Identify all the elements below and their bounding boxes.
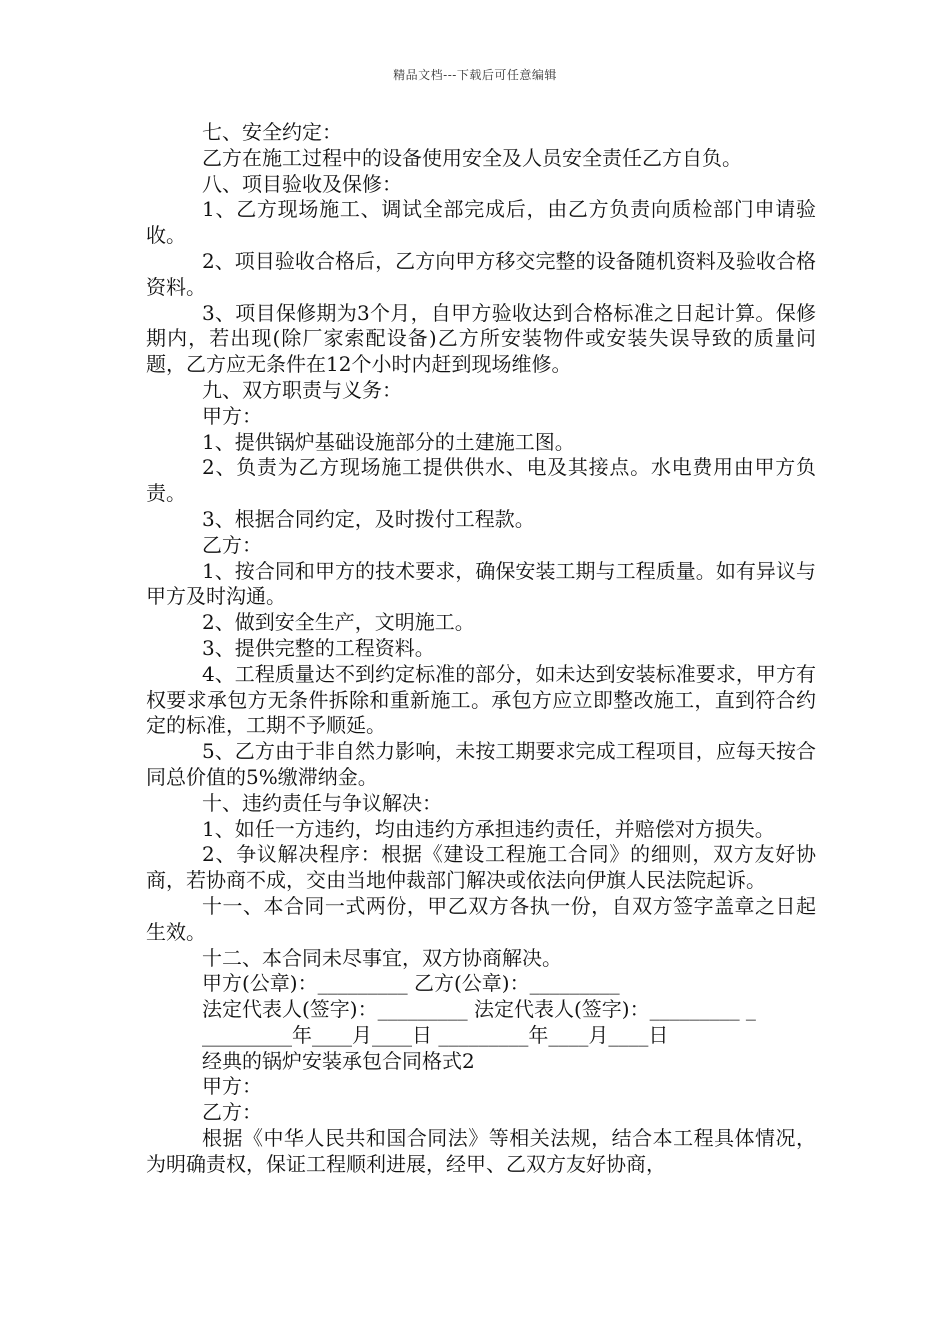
party-b-label: 乙方： [202,1100,262,1125]
paragraph: 4、工程质量达不到约定标准的部分，如未达到安装标准要求，甲方有权要求承包方无条件拆除和重新施工。承包方应立即整改施工，直到符合约定的标准，工期不予顺延。 [146,661,816,738]
section-title-breach: 十、违约责任与争议解决： [202,790,442,815]
paragraph: 乙方在施工过程中的设备使用安全及人员安全责任乙方自负。 [202,145,742,170]
section-title-safety: 七、安全约定： [202,120,342,144]
party-a-label: 甲方： [202,403,262,428]
date-line: _________年____月____日 _________年____月____日 [202,1022,669,1047]
paragraph: 2、项目验收合格后，乙方向甲方移交完整的设备随机资料及验收合格资料。 [146,248,816,299]
paragraph: 3、项目保修期为3个月，自甲方验收达到合格标准之日起计算。保修期内，若出现(除厂家索配设备)乙方所安装物件或安装失误导致的质量问题，乙方应无条件在12个小时内赶到现场维修。 [146,300,816,377]
paragraph: 2、做到安全生产，文明施工。 [202,610,475,635]
section-title-acceptance: 八、项目验收及保修： [202,171,402,196]
paragraph: 1、提供锅炉基础设施部分的土建施工图。 [202,429,575,454]
party-a-label: 甲方： [202,1074,262,1099]
paragraph: 1、如任一方违约，均由违约方承担违约责任，并赔偿对方损失。 [202,816,775,841]
paragraph: 十二、本合同未尽事宜，双方协商解决。 [202,945,562,970]
paragraph: 1、按合同和甲方的技术要求，确保安装工期与工程质量。如有异议与甲方及时沟通。 [146,558,816,609]
section-title-duties: 九、双方职责与义务： [202,377,402,402]
paragraph: 2、争议解决程序：根据《建设工程施工合同》的细则，双方友好协商，若协商不成，交由当地仲裁部门解决或依法向伊旗人民法院起诉。 [146,842,816,893]
paragraph: 1、乙方现场施工、调试全部完成后，由乙方负责向质检部门申请验收。 [146,197,816,248]
party-b-label: 乙方： [202,532,262,557]
signature-line: 法定代表人(签字)：_________ 法定代表人(签字)：_________ _ [202,997,756,1022]
paragraph: 十一、本合同一式两份，甲乙双方各执一份，自双方签字盖章之日起生效。 [146,893,816,944]
paragraph: 3、提供完整的工程资料。 [202,635,435,660]
paragraph: 2、负责为乙方现场施工提供供水、电及其接点。水电费用由甲方负责。 [146,455,816,506]
paragraph: 5、乙方由于非自然力影响，未按工期要求完成工程项目，应每天按合同总价值的5%缴滞纳金。 [146,739,816,789]
seal-line: 甲方(公章)：_________ 乙方(公章)：_________ [202,971,620,996]
paragraph: 根据《中华人民共和国合同法》等相关法规，结合本工程具体情况，为明确责权，保证工程顺利进展，经甲、乙双方友好协商， [146,1126,816,1176]
page-header: 精品文档---下载后可任意编辑 [393,68,557,82]
paragraph: 3、根据合同约定，及时拨付工程款。 [202,506,535,531]
document-body [146,120,816,1178]
contract-title-2: 经典的锅炉安装承包合同格式2 [202,1048,475,1073]
